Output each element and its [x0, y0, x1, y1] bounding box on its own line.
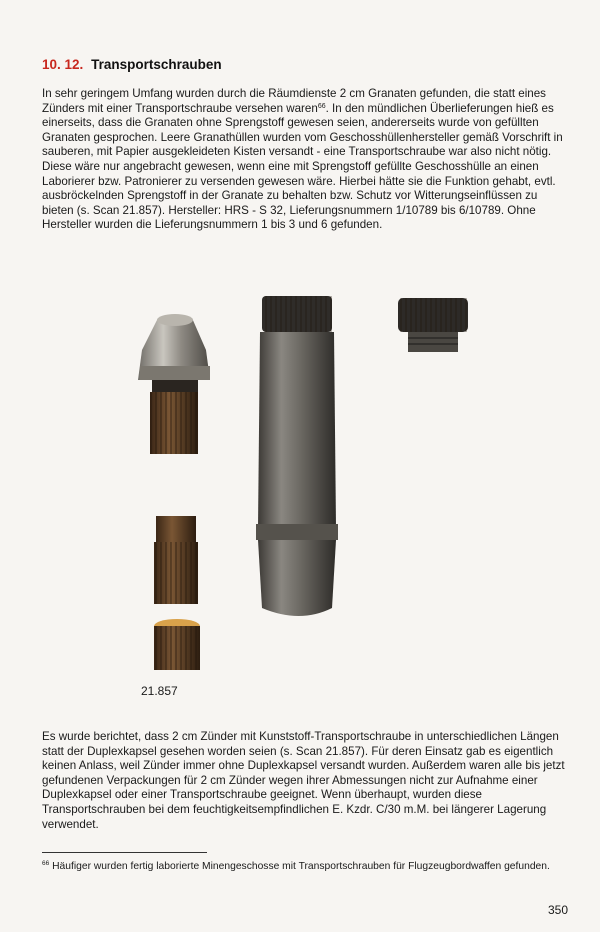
figure-caption: 21.857: [141, 684, 178, 698]
footnote: [42, 860, 572, 873]
long-brown-screw: [154, 516, 198, 604]
ring-brown-screw: [154, 619, 200, 670]
cap-screw: [398, 298, 468, 352]
section-title: Transportschrauben: [91, 57, 222, 72]
footnote-text: Häufiger wurden fertig laborierte Minengeschosse mit Transportschrauben für Flugzeugbordwaffen gefunden.: [49, 861, 550, 872]
footnote-reference[interactable]: 66: [317, 102, 326, 110]
section-heading: [42, 57, 222, 72]
photo-transport-screws: [110, 288, 510, 678]
second-paragraph: Es wurde berichtet, dass 2 cm Zünder mit Kunststoff-Transportschraube in unterschiedlichen Längen statt der Duplexkapsel gesehen worden seien (s. Scan 21.857). Für deren Einsatz gab es eigentlich keinen Anlass, weil Zünder immer ohne Duplexkapsel versandt wurden. Außerdem waren alle bis jetzt gefundenen Verpackungen für 2 cm Zünder wegen ihrer Abmessungen nicht zur Aufnahme einer Duplexkapsel oder einer Transportschraube geeignet. Wenn überhaupt, wurden diese Transportschrauben bei dem feuchtigkeitsempfindlichen E. Kzdr. C/30 m.M. bei längerer Lagerung verwendet.: [42, 730, 565, 831]
intro-text-before-ref: In sehr geringem Umfang wurden durch die Räumdienste 2 cm Granaten gefunden, die statt eines Zünders mit einer Transportschraube versehen waren: [42, 87, 546, 115]
section-number: 10. 12.: [42, 57, 84, 72]
short-brown-screw: [150, 380, 198, 454]
footnote-marker: 66: [42, 860, 50, 867]
intro-text-after-ref: . In den mündlichen Überlieferungen hieß es einerseits, dass die Granaten ohne Sprengstoff gewesen seien, andererseits wurde von gefüllten Granaten gesprochen. Leere Granathüllen wurden vom Geschosshüllenhersteller gemäß Vorschrift in sauberen, mit Papier ausgekleideten Kisten versandt - eine Transportschraube war also nicht nötig. Diese wäre nur angebracht gewesen, wenn eine mit Sprengstoff gefüllte Geschosshülle an einen Laborierer bzw. Patronierer zu versenden gewesen wäre. Hierbei hätte sie die Funktion gehabt, evtl. ausbröckelnden Sprengstoff in der Granate zu behalten bzw. Schutz vor Witterungseinflüssen zu bieten (s. Scan 21.857). Hersteller: HRS - S 32, Lieferungsnummern 1/10789 bis 6/10789. Ohne Hersteller wurden die Lieferungsnummern 1 bis 3 und 6 gefunden.: [42, 101, 563, 232]
footnote-divider: [42, 852, 207, 853]
projectile-body: [256, 296, 338, 616]
silver-fuze-head: [138, 314, 210, 380]
page-number: 350: [547, 903, 568, 917]
intro-paragraph: [42, 87, 570, 233]
